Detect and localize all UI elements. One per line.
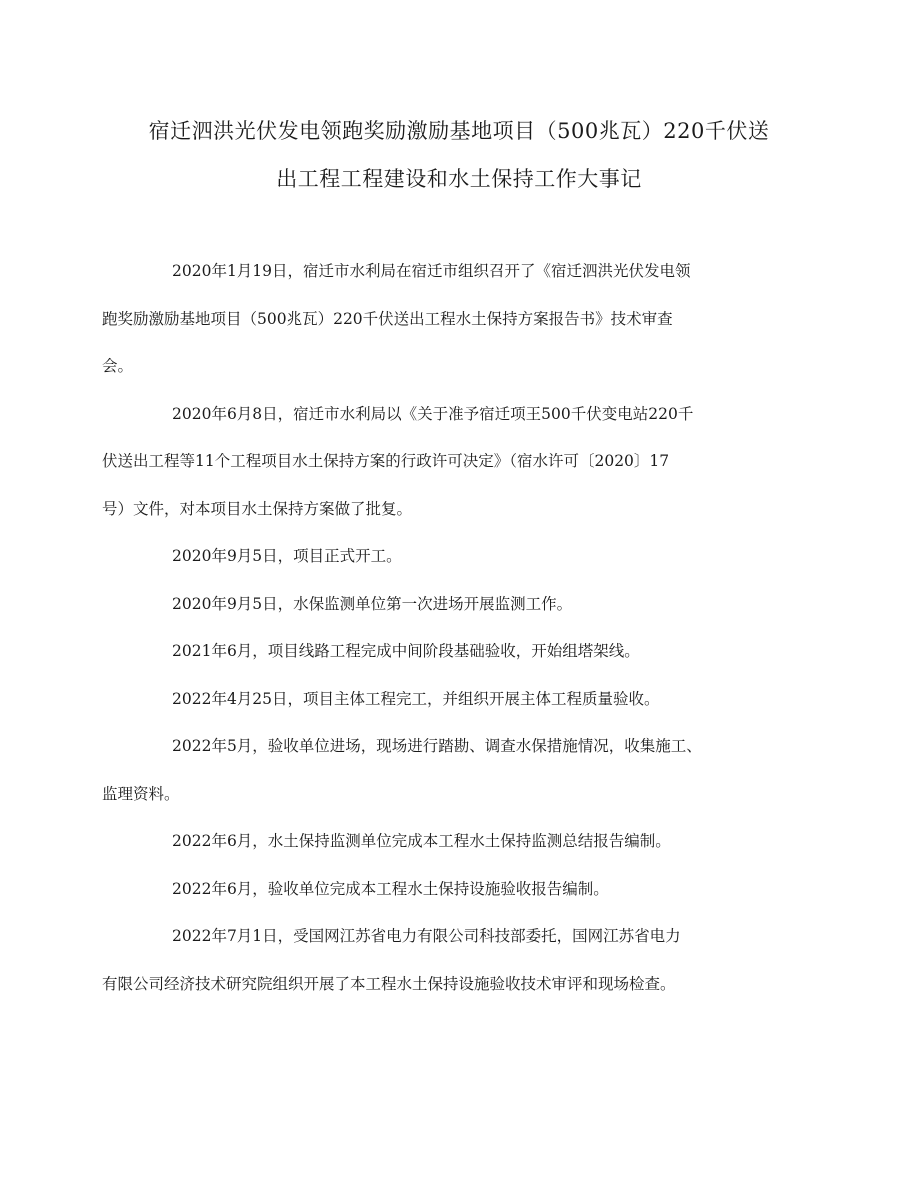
event-paragraph xyxy=(137,818,787,866)
paragraph-line: 2021年6月，项目线路工程完成中间阶段基础验收，开始组塔架线。 xyxy=(172,642,640,660)
document-body xyxy=(102,248,787,1008)
event-paragraph xyxy=(102,723,787,818)
paragraph-line: 跑奖励激励基地项目（500兆瓦）220千伏送出工程水土保持方案报告书》技术审查 xyxy=(102,309,673,328)
title-line: 宿迁泗洪光伏发电领跑奖励激励基地项目（500兆瓦）220千伏送 xyxy=(148,119,770,143)
document-title xyxy=(120,107,798,203)
paragraph-line: 2020年9月5日，水保监测单位第一次进场开展监测工作。 xyxy=(172,594,573,613)
paragraph-line: 2022年5月，验收单位进场，现场进行踏勘、调查水保措施情况，收集施工、 xyxy=(172,737,702,755)
paragraph-line: 2020年6月8日，宿迁市水利局以《关于准予宿迁项王500千伏变电站220千 xyxy=(172,404,694,423)
event-paragraph xyxy=(102,913,787,1008)
event-paragraph xyxy=(137,581,787,629)
paragraph-line: 有限公司经济技术研究院组织开展了本工程水土保持设施验收技术审评和现场检查。 xyxy=(102,974,676,993)
event-paragraph xyxy=(102,248,787,391)
paragraph-line: 会。 xyxy=(102,357,134,375)
paragraph-line: 2022年6月，验收单位完成本工程水土保持设施验收报告编制。 xyxy=(172,879,609,898)
paragraph-line: 伏送出工程等11个工程项目水土保持方案的行政许可决定》（宿水许可〔2020〕17 xyxy=(102,452,670,470)
title-line: 出工程工程建设和水土保持工作大事记 xyxy=(276,167,642,191)
event-paragraph xyxy=(137,533,787,581)
event-paragraph xyxy=(137,866,787,914)
paragraph-line: 2020年1月19日，宿迁市水利局在宿迁市组织召开了《宿迁泗洪光伏发电领 xyxy=(172,262,691,280)
paragraph-line: 监理资料。 xyxy=(102,784,180,803)
paragraph-line: 2022年6月，水土保持监测单位完成本工程水土保持监测总结报告编制。 xyxy=(172,832,671,850)
paragraph-line: 2020年9月5日，项目正式开工。 xyxy=(172,547,402,565)
event-paragraph xyxy=(137,628,787,676)
paragraph-line: 号）文件，对本项目水土保持方案做了批复。 xyxy=(102,499,413,518)
event-paragraph xyxy=(102,391,787,534)
event-paragraph xyxy=(137,676,787,724)
paragraph-line: 2022年4月25日，项目主体工程完工，并组织开展主体工程质量验收。 xyxy=(172,689,660,708)
paragraph-line: 2022年7月1日，受国网江苏省电力有限公司科技部委托，国网江苏省电力 xyxy=(172,927,681,945)
